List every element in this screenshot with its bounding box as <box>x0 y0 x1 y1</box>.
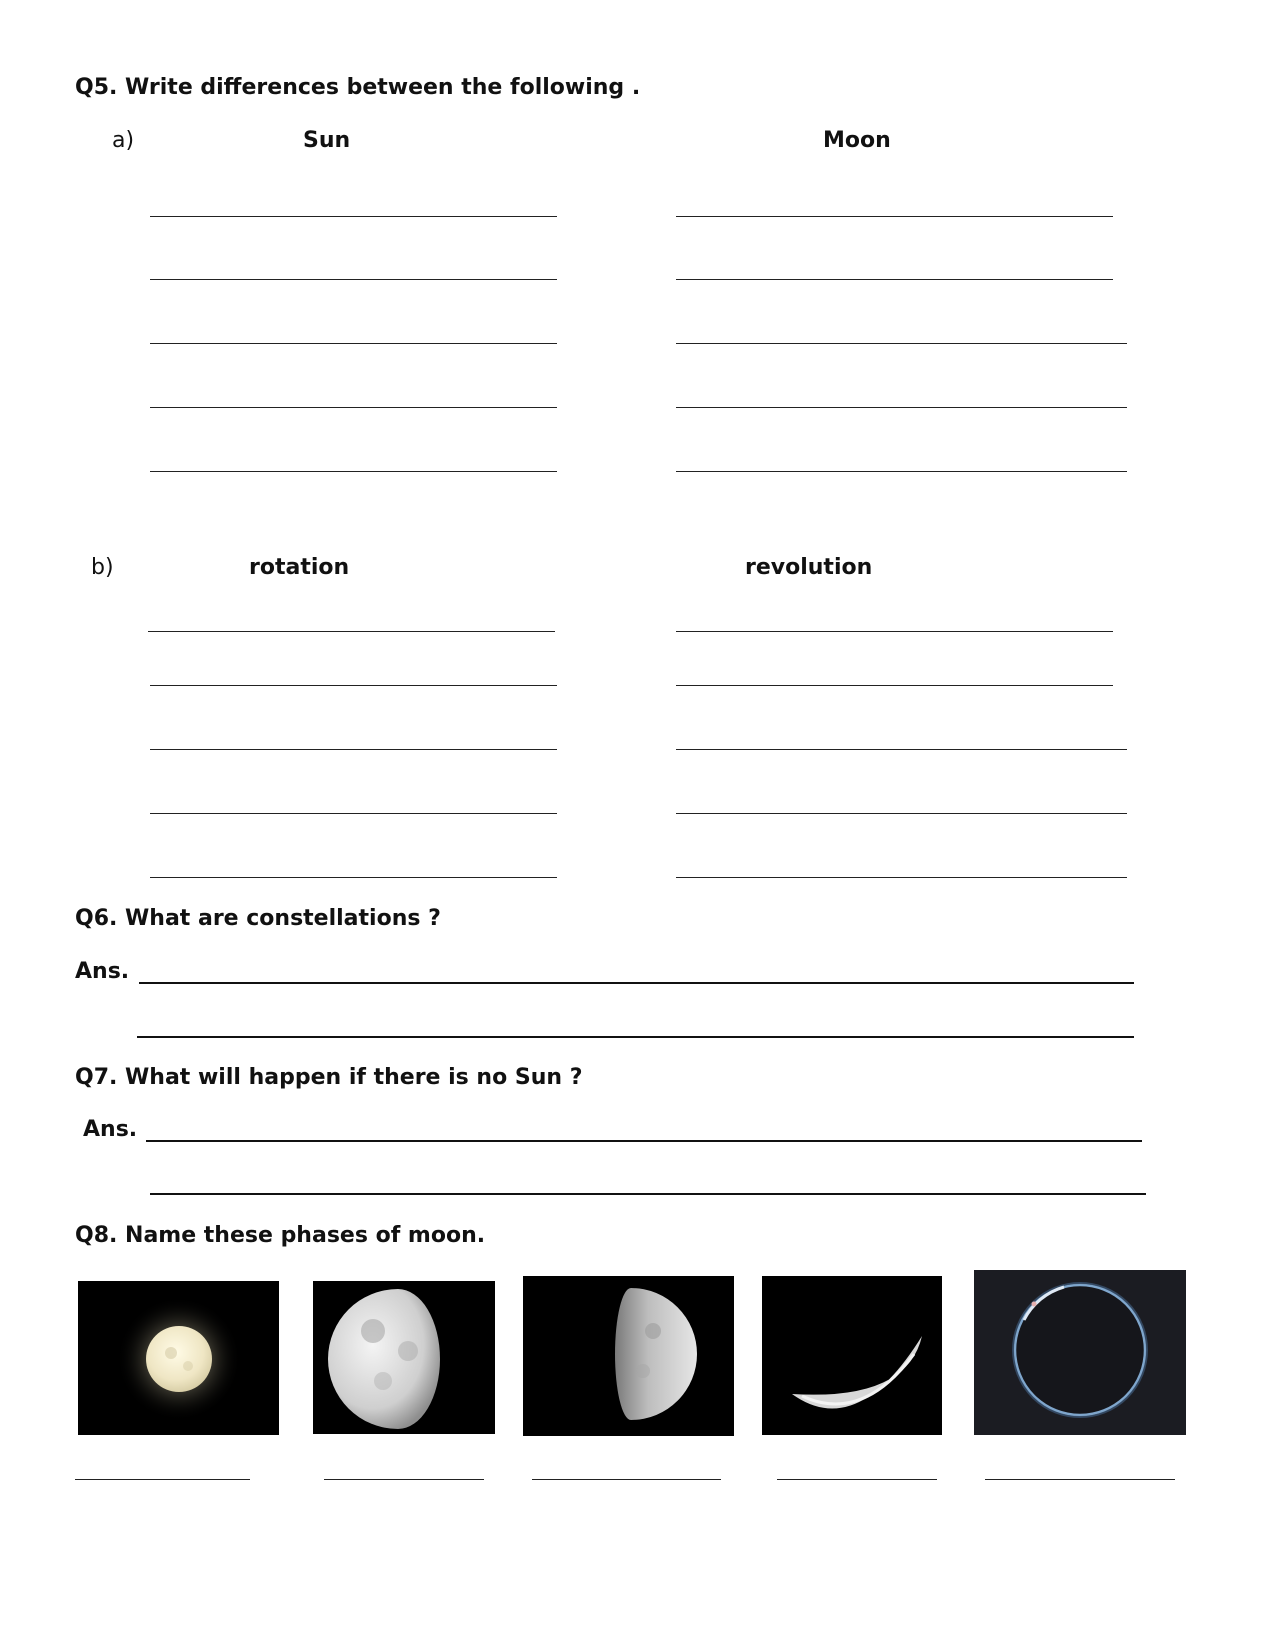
q7-title: Q7. What will happen if there is no Sun ? <box>75 1065 583 1090</box>
q5a-left-answer-line-1[interactable] <box>150 216 557 217</box>
q5b-right-answer-line-4[interactable] <box>676 813 1127 814</box>
half-moon-photo <box>523 1276 734 1436</box>
q5a-right-answer-line-3[interactable] <box>676 343 1127 344</box>
q6-title: Q6. What are constellations ? <box>75 906 441 931</box>
q5b-right-answer-line-5[interactable] <box>676 877 1127 878</box>
q5b-left-answer-line-2[interactable] <box>150 685 557 686</box>
new-moon-eclipse-photo <box>974 1270 1186 1435</box>
full-moon-photo <box>78 1281 279 1435</box>
crescent-moon-photo <box>762 1276 942 1435</box>
q7-answer-line-2[interactable] <box>150 1193 1146 1195</box>
q5b-right-answer-line-1[interactable] <box>676 631 1113 632</box>
q5b-left-heading: rotation <box>249 555 350 580</box>
q5a-left-answer-line-5[interactable] <box>150 471 557 472</box>
q5b-left-answer-line-3[interactable] <box>150 749 557 750</box>
q8-answer-line-4[interactable] <box>777 1479 937 1480</box>
q5a-right-answer-line-5[interactable] <box>676 471 1127 472</box>
q5b-left-answer-line-5[interactable] <box>150 877 557 878</box>
q5a-left-heading: Sun <box>303 128 351 153</box>
q5b-right-heading: revolution <box>745 555 873 580</box>
gibbous-moon-photo <box>313 1281 495 1434</box>
q8-title: Q8. Name these phases of moon. <box>75 1223 486 1248</box>
q5b-right-answer-line-3[interactable] <box>676 749 1127 750</box>
q5-title: Q5. Write differences between the following . <box>75 75 641 100</box>
q6-ans-label: Ans. <box>75 959 130 984</box>
q5b-left-answer-line-1[interactable] <box>148 631 555 632</box>
q5a-right-answer-line-2[interactable] <box>676 279 1113 280</box>
q6-answer-line-1[interactable] <box>139 982 1134 984</box>
q5a-right-answer-line-4[interactable] <box>676 407 1127 408</box>
q5a-label: a) <box>112 128 135 153</box>
q8-answer-line-3[interactable] <box>532 1479 721 1480</box>
q5b-right-answer-line-2[interactable] <box>676 685 1113 686</box>
q6-answer-line-2[interactable] <box>137 1036 1134 1038</box>
q5a-right-heading: Moon <box>823 128 891 153</box>
q8-answer-line-2[interactable] <box>324 1479 484 1480</box>
q5a-left-answer-line-3[interactable] <box>150 343 557 344</box>
q5a-right-answer-line-1[interactable] <box>676 216 1113 217</box>
q7-ans-label: Ans. <box>83 1117 138 1142</box>
q5b-left-answer-line-4[interactable] <box>150 813 557 814</box>
q8-answer-line-5[interactable] <box>985 1479 1175 1480</box>
q8-answer-line-1[interactable] <box>75 1479 250 1480</box>
q5a-left-answer-line-4[interactable] <box>150 407 557 408</box>
q5a-left-answer-line-2[interactable] <box>150 279 557 280</box>
q7-answer-line-1[interactable] <box>146 1140 1142 1142</box>
q5b-label: b) <box>91 555 114 580</box>
